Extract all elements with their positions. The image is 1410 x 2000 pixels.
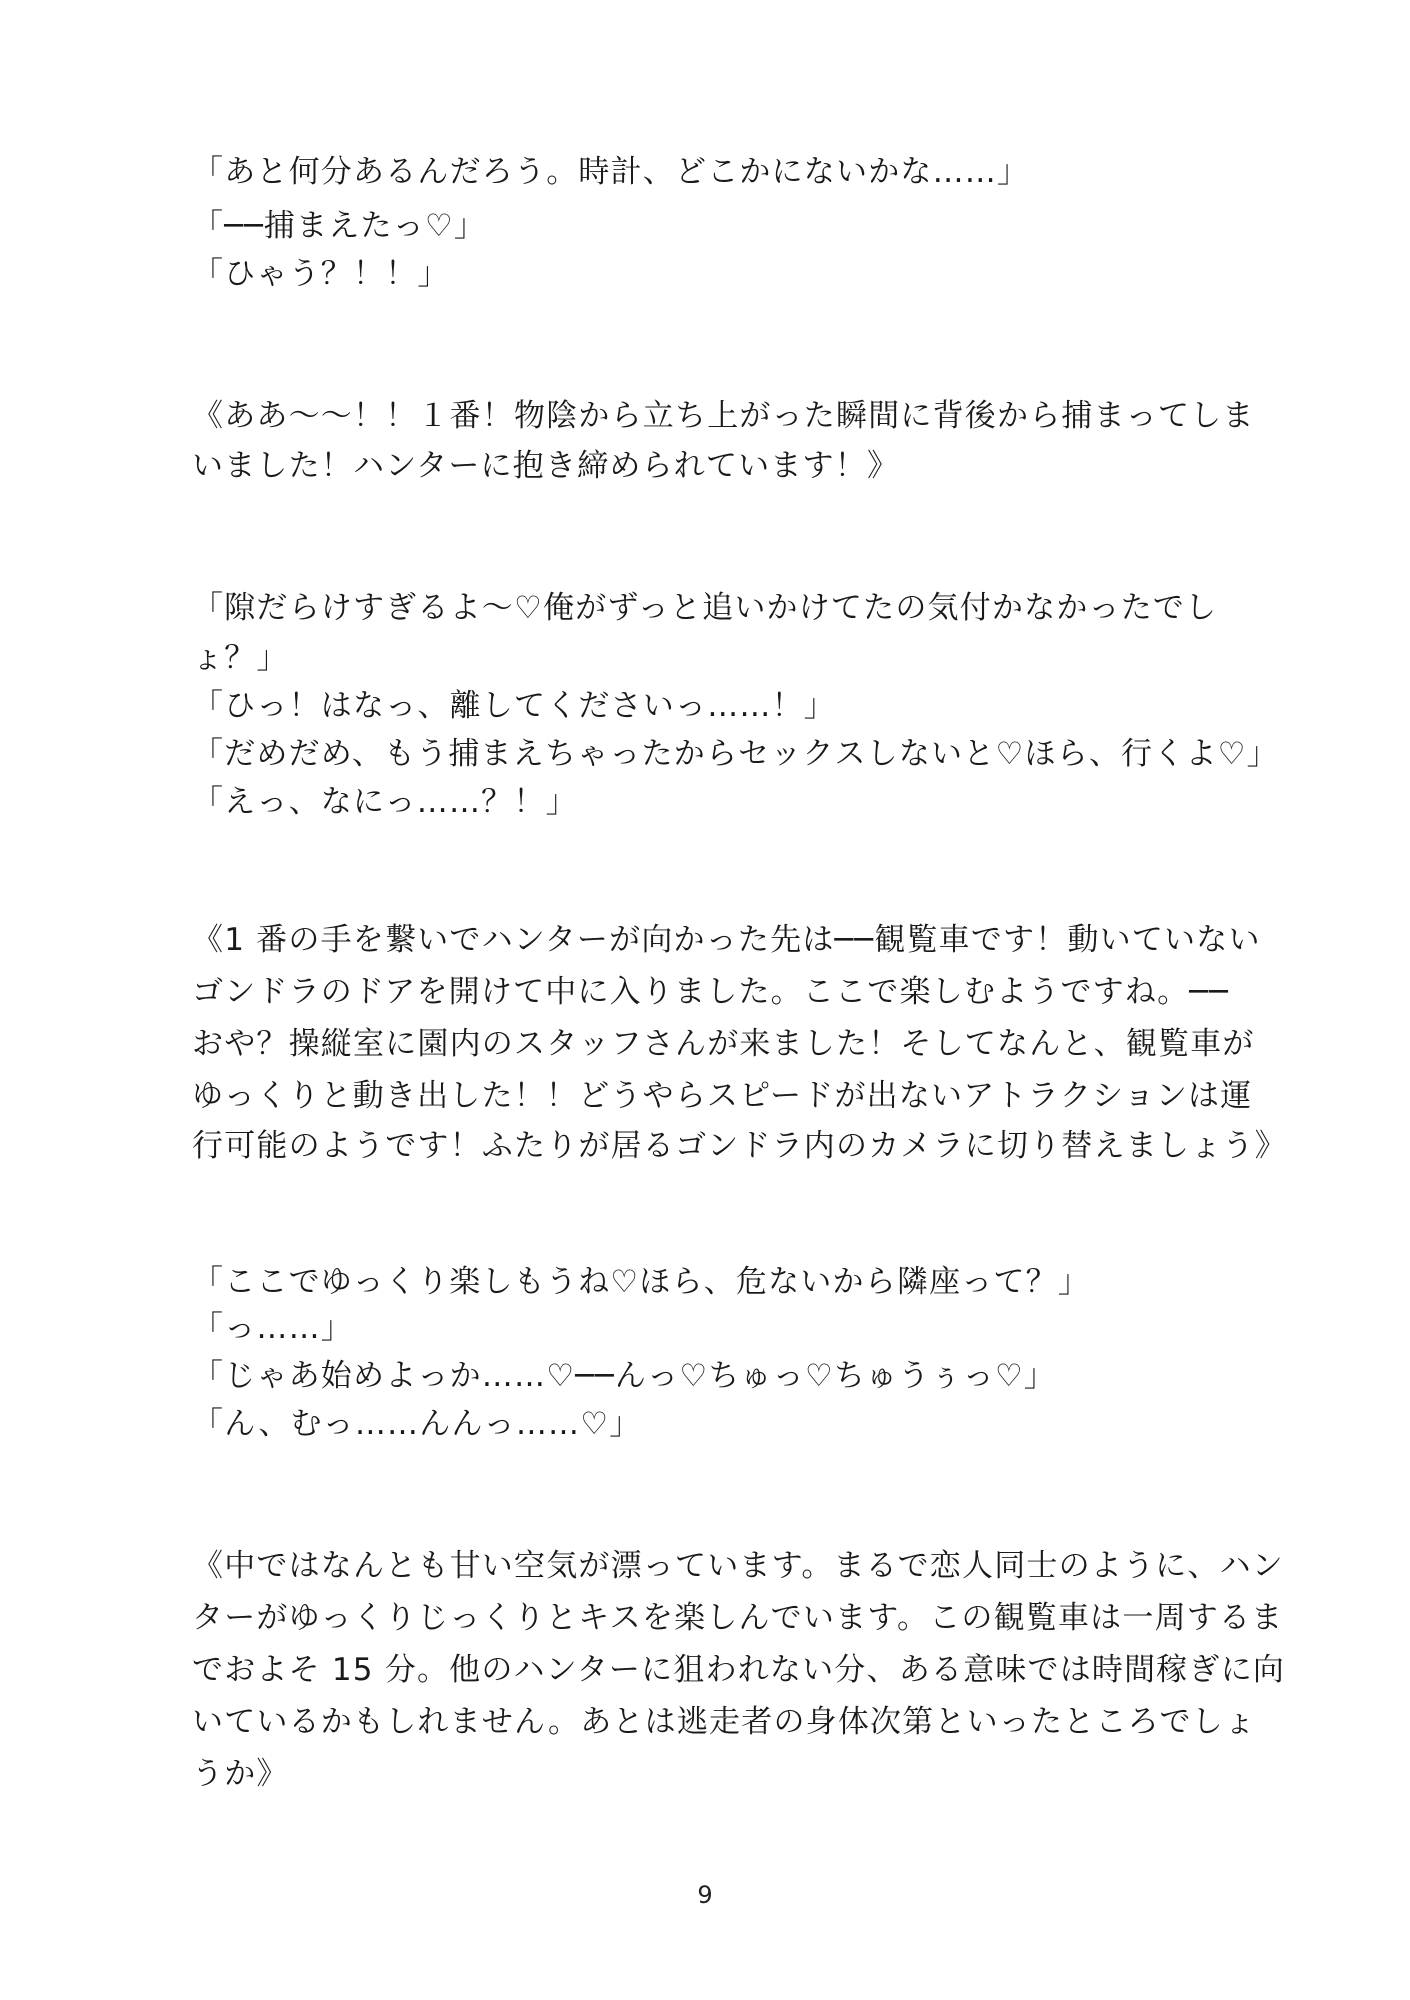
text-line: 「あと何分あるんだろう。時計、どこかにないかな……」 — [192, 154, 1030, 190]
text-line: 「えっ、なにっ……？！」 — [192, 784, 578, 820]
text-line: 「隙だらけすぎるよ〜♡俺がずっと追いかけてたの気付かなかったでし — [192, 590, 1218, 626]
text-line: 「じゃあ始めよっか……♡──んっ♡ちゅっ♡ちゅうぅっ♡」 — [192, 1358, 1057, 1394]
text-line: 「ん、むっ……んんっ……♡」 — [192, 1406, 642, 1442]
text-line: 「っ……」 — [192, 1310, 353, 1346]
text-line: 「ひっ！はなっ、離してくださいっ……！」 — [192, 688, 836, 724]
text-line: 《中ではなんとも甘い空気が漂っています。まるで恋人同士のように、ハン — [192, 1548, 1285, 1584]
text-line: ょ？」 — [192, 640, 289, 676]
text-line: 「──捕まえたっ♡」 — [192, 208, 487, 244]
text-line: ゆっくりと動き出した！！どうやらスピードが出ないアトラクションは運 — [192, 1078, 1253, 1114]
text-line: 行可能のようです！ふたりが居るゴンドラ内のカメラに切り替えましょう》 — [192, 1128, 1287, 1164]
page-number: 9 — [697, 1881, 713, 1909]
text-line: でおよそ 15 分。他のハンターに狙われない分、ある意味では時間稼ぎに向 — [192, 1652, 1286, 1688]
text-line: 「ひゃう？！！」 — [192, 256, 450, 292]
text-line: 「だめだめ、もう捕まえちゃったからセックスしないと♡ほら、行くよ♡」 — [192, 736, 1279, 772]
text-line: おや？操縦室に園内のスタッフさんが来ました！そしてなんと、観覧車が — [192, 1026, 1255, 1062]
text-line: ゴンドラのドアを開けて中に入りました。ここで楽しむようですね。── — [192, 974, 1229, 1010]
text-line: 《ああ〜〜！！１番！物陰から立ち上がった瞬間に背後から捕まってしま — [192, 398, 1255, 434]
text-line: うか》 — [192, 1756, 289, 1792]
text-line: 「ここでゆっくり楽しもうね♡ほら、危ないから隣座って？」 — [192, 1264, 1091, 1300]
text-line: いました！ハンターに抱き締められています！》 — [192, 448, 900, 484]
text-line: いているかもしれません。あとは逃走者の身体次第といったところでしょ — [192, 1704, 1257, 1740]
text-line: ターがゆっくりじっくりとキスを楽しんでいます。この観覧車は一周するま — [192, 1600, 1284, 1636]
text-line: 《1 番の手を繋いでハンターが向かった先は──観覧車です！動いていない — [192, 922, 1261, 958]
